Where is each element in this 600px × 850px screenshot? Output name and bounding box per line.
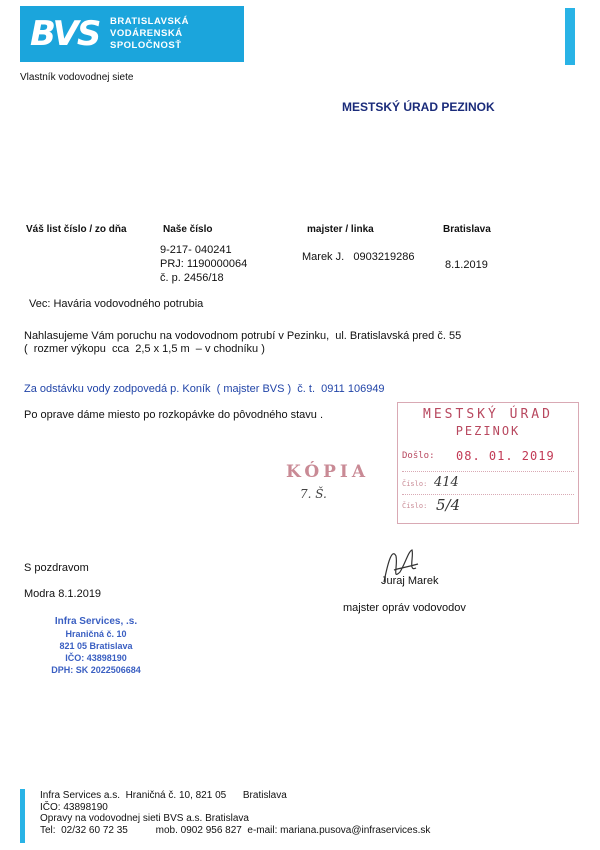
closing-greeting: S pozdravom (24, 562, 89, 574)
owner-label: Vlastník vodovodnej siete (20, 72, 134, 83)
ref-header-your-letter: Váš list číslo / zo dňa (26, 224, 127, 235)
subject-line: Vec: Havária vodovodného potrubia (29, 298, 204, 310)
our-number-line-1: 9-217- 040241 (160, 244, 232, 256)
company-stamp-line-3: 821 05 Bratislava (59, 641, 133, 651)
stamp-received-label: Došlo: (402, 451, 435, 461)
our-number-line-2: PRJ: 1190000064 (160, 258, 248, 270)
ref-header-foreman: majster / linka (307, 224, 374, 235)
signer-title: majster opráv vodovodov (343, 602, 466, 614)
letter-date: 8.1.2019 (445, 259, 488, 271)
body-paragraph-2: Za odstávku vody zodpovedá p. Koník ( majster BVS ) č. t. 0911 106949 (24, 383, 385, 395)
bvs-logo-text (110, 16, 189, 52)
stamp-title-2: PEZINOK (455, 424, 521, 438)
company-stamp (34, 616, 158, 676)
header-accent-bar (565, 8, 575, 65)
stamp-number-value: 414 (434, 475, 459, 490)
footer (40, 790, 430, 836)
company-stamp-line-4: IČO: 43898190 (65, 653, 127, 663)
company-stamp-line-1: Infra Services, .s. (54, 616, 138, 627)
stamp-number-label: Číslo: (402, 480, 428, 488)
company-stamp-line-5: DPH: SK 2022506684 (51, 665, 141, 675)
closing-place-date: Modra 8.1.2019 (24, 588, 102, 600)
stamp-title-1: MESTSKÝ ÚRAD (423, 407, 553, 422)
footer-line-1: Infra Services a.s. Hraničná č. 10, 821 05 Bratislava (40, 790, 287, 801)
logo-line-3: SPOLOČNOSŤ (110, 40, 182, 51)
footer-phone: Tel: 02/32 60 72 35 (40, 824, 128, 836)
copy-stamp: KÓPIA (286, 462, 370, 482)
ref-header-our-number: Naše číslo (163, 224, 213, 235)
footer-accent-bar (20, 789, 25, 843)
body-paragraph-1-line-2: ( rozmer výkopu cca 2,5 x 1,5 m – v chodníku ) (24, 343, 265, 355)
signer-name: Juraj Marek (381, 575, 439, 587)
body-paragraph-1-line-1: Nahlasujeme Vám poruchu na vodovodnom potrubí v Pezinku, ul. Bratislavská pred č. 55 (24, 330, 462, 342)
footer-line-2: IČO: 43898190 (40, 801, 108, 813)
received-stamp (397, 402, 579, 524)
footer-contact: mob. 0902 956 827 e-mail: mariana.pusova@infraservices.sk (155, 824, 431, 836)
recipient: MESTSKÝ ÚRAD PEZINOK (342, 100, 495, 114)
copy-stamp-initials: 7. Š. (300, 487, 327, 501)
stamp-attachments-value: 5/4 (436, 496, 461, 514)
our-number-block (160, 243, 247, 285)
stamp-received-date: 08. 01. 2019 (456, 449, 555, 463)
footer-line-4 (40, 825, 430, 837)
stamp-divider-2 (402, 494, 574, 495)
footer-line-3: Opravy na vodovodnej sieti BVS a.s. Bratislava (40, 813, 249, 824)
body-paragraph-3: Po oprave dáme miesto po rozkopávke do pôvodného stavu . (24, 409, 324, 421)
company-stamp-line-2: Hraničná č. 10 (65, 629, 127, 639)
bvs-logo-mark: BVS (30, 14, 100, 54)
our-number-line-3: č. p. 2456/18 (160, 272, 224, 284)
logo-line-1: BRATISLAVSKÁ (110, 16, 190, 27)
ref-header-city: Bratislava (443, 224, 491, 235)
foreman-value: Marek J. 0903219286 (302, 251, 415, 263)
stamp-attachments-label: Číslo: (402, 502, 428, 510)
logo-line-2: VODÁRENSKÁ (110, 28, 183, 39)
stamp-divider-1 (402, 471, 574, 472)
bvs-logo (20, 6, 244, 62)
